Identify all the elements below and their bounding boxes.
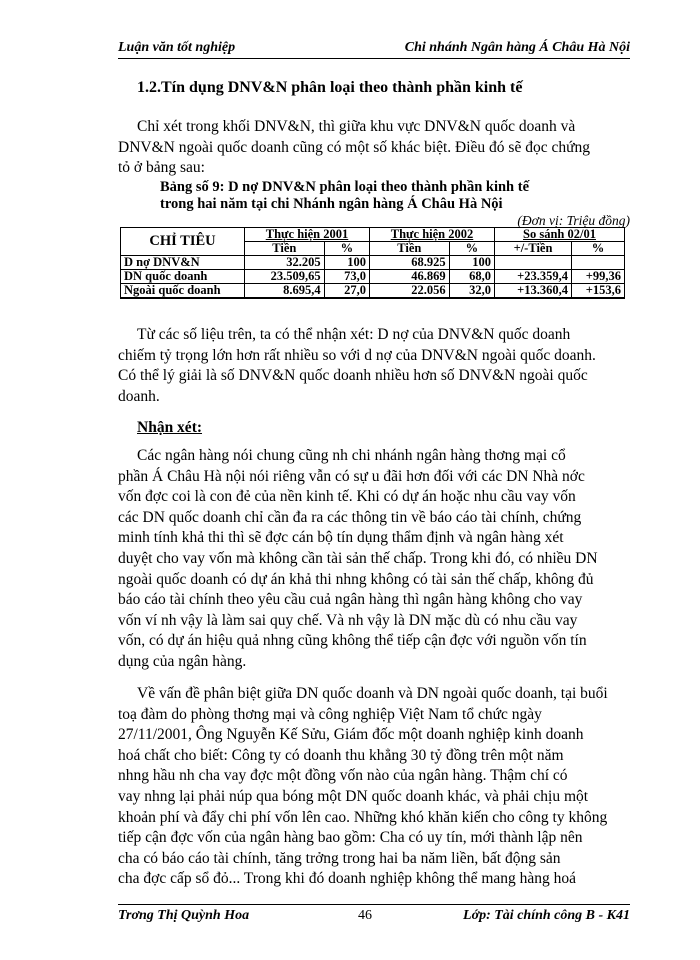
table-cell: 100 — [449, 256, 494, 270]
analysis-paragraph — [118, 325, 626, 407]
remarks-line: phần Á Châu Hà nội nói riêng vẫn có sự u đãi hơn đối với các DN Nhà nớc — [118, 467, 585, 485]
table-cell: 22.056 — [370, 284, 450, 299]
table-cell: 68,0 — [449, 270, 494, 284]
table-cell — [495, 256, 572, 270]
table-cell: 8.695,4 — [245, 284, 325, 299]
credit-table — [120, 227, 625, 299]
table-row — [121, 256, 625, 270]
discussion-line: nhng hầu nh cha vay đợc một đồng vốn nào của ngân hàng. Thậm chí có — [118, 767, 568, 785]
remarks-line: các DN quốc doanh chỉ cần đa ra các thông tin về báo cáo tài chính, chứng — [118, 508, 582, 526]
discussion-line: 27/11/2001, Ông Nguyễn Kế Sửu, Giám đốc một doanh nghiệp kinh doanh — [118, 726, 584, 744]
remarks-line: minh tính khả thi thì sẽ đợc cán bộ tín dụng thẩm định và ngân hàng xét — [118, 529, 564, 547]
group-header-compare: So sánh 02/01 — [495, 228, 625, 242]
header-thesis-label: Luận văn tốt nghiệp — [118, 40, 236, 55]
discussion-line: cha có báo cáo tài chính, tăng trởng trong hai ba năm liền, bất động sản — [118, 849, 561, 867]
remarks-heading: Nhận xét: — [137, 419, 203, 436]
table-cell: +99,36 — [572, 270, 625, 284]
remarks-line: dụng của ngân hàng. — [118, 652, 247, 670]
subheader-cell: % — [572, 242, 625, 256]
analysis-line: Từ các số liệu trên, ta có thể nhận xét: D nợ của DNV&N quốc doanh — [137, 326, 571, 343]
table-cell: 100 — [324, 256, 369, 270]
row-label: Ngoài quốc doanh — [121, 284, 245, 299]
row-label: DN quốc doanh — [121, 270, 245, 284]
intro-line: tỏ ở bảng sau: — [118, 159, 205, 177]
discussion-line: hoá chất cho biết: Công ty có doanh thu khẳng 30 tỷ đồng trên một năm — [118, 746, 564, 764]
footer-author: Trơng Thị Quỳnh Hoa — [118, 908, 250, 923]
discussion-paragraph — [118, 684, 626, 890]
header-bank-label: Chi nhánh Ngân hàng Á Châu Hà Nội — [404, 40, 630, 55]
subheader-cell: Tiền — [245, 242, 325, 256]
discussion-line: khoản phí và đẩy chi phí vốn lên cao. Những khó khăn kiến cho công ty không — [118, 808, 608, 826]
remarks-line: Các ngân hàng nói chung cũng nh chi nhánh ngân hàng thơng mại cổ — [137, 447, 566, 464]
remarks-line: duyệt cho vay vốn mà không cần tài sản thế chấp. Trong khi đó, có nhiều DN — [118, 549, 598, 567]
row-label: D nợ DNV&N — [121, 256, 245, 270]
table-cell: 27,0 — [324, 284, 369, 299]
group-header-2002: Thực hiện 2002 — [370, 228, 495, 242]
remarks-line: vốn đợc coi là con đẻ của nền kinh tế. Khi có dự án hoặc nhu cầu vay vốn — [118, 488, 576, 506]
table-cell: +23.359,4 — [495, 270, 572, 284]
subheader-cell: +/-Tiền — [495, 242, 572, 256]
page-number: 46 — [358, 908, 372, 923]
running-footer — [118, 904, 630, 925]
footer-class: Lớp: Tài chính công B - K41 — [463, 908, 630, 923]
section-heading: 1.2.Tín dụng DNV&N phân loại theo thành phần kinh tế — [137, 79, 523, 96]
discussion-line: cha đợc cấp sổ đỏ... Trong khi đó doanh nghiệp không thể mang hàng hoá — [118, 870, 577, 888]
col-label-header: CHỈ TIÊU — [121, 228, 245, 256]
intro-paragraph — [118, 117, 626, 179]
intro-line: Chỉ xét trong khối DNV&N, thì giữa khu vực DNV&N quốc doanh và — [137, 118, 576, 135]
subheader-cell: Tiền — [370, 242, 450, 256]
table-row — [121, 270, 625, 284]
intro-line: DNV&N ngoài quốc doanh cũng có một số khác biệt. Điều đó sẽ đọc chứng — [118, 138, 591, 156]
discussion-line: Về vấn đề phân biệt giữa DN quốc doanh và DN ngoài quốc doanh, tại buổi — [137, 685, 608, 702]
table-cell: 32,0 — [449, 284, 494, 299]
discussion-line: tiếp cận đợc vốn của ngân hàng bao gồm: Cha có uy tín, mới thành lập nên — [118, 829, 583, 847]
table-cell: +153,6 — [572, 284, 625, 299]
analysis-line: chiếm tỷ trọng lớn hơn rất nhiều so với d nợ của DNV&N ngoài quốc doanh. — [118, 346, 596, 364]
running-header — [118, 40, 630, 59]
remarks-line: vốn ví nh vậy là làm sai quy chế. Và nh vậy là DN mặc dù có nhu cầu vay — [118, 611, 578, 629]
table-cell: 46.869 — [370, 270, 450, 284]
table-cell: 68.925 — [370, 256, 450, 270]
table-header-row — [121, 228, 625, 242]
table-cell: 32.205 — [245, 256, 325, 270]
table-cell: 23.509,65 — [245, 270, 325, 284]
group-header-2001: Thực hiện 2001 — [245, 228, 370, 242]
analysis-line: doanh. — [118, 387, 160, 405]
analysis-line: Có thể lý giải là số DNV&N quốc doanh nhiều hơn số DNV&N ngoài quốc — [118, 367, 588, 385]
discussion-line: toạ đàm do phòng thơng mại và công nghiệp Việt Nam tổ chức ngày — [118, 705, 542, 723]
discussion-line: vay nhng lại phải núp qua bóng một DN quốc doanh khác, và phải chịu một — [118, 787, 589, 805]
table-caption-line-2: trong hai năm tại chi Nhánh ngân hàng Á Châu Hà Nội — [160, 196, 503, 212]
table-cell: +13.360,4 — [495, 284, 572, 299]
table-caption-line-1: Bảng số 9: D nợ DNV&N phân loại theo thành phần kinh tế — [160, 179, 530, 195]
remarks-line: vốn, có dự án hiệu quả nhng cũng không thể tiếp cận đợc với nguồn vốn tín — [118, 632, 587, 650]
remarks-line: ngoài quốc doanh có dự án khả thi nhng không có tài sản thế chấp, không đủ — [118, 570, 594, 588]
table-cell — [572, 256, 625, 270]
table-unit-note: (Đơn vị: Triệu đồng) — [517, 213, 630, 228]
subheader-cell: % — [324, 242, 369, 256]
remarks-paragraph — [118, 446, 626, 673]
remarks-line: báo cáo tài chính theo yêu cầu cuả ngân hàng thì ngân hàng không cho vay — [118, 591, 583, 609]
table-row — [121, 284, 625, 299]
subheader-cell: % — [449, 242, 494, 256]
table-cell: 73,0 — [324, 270, 369, 284]
